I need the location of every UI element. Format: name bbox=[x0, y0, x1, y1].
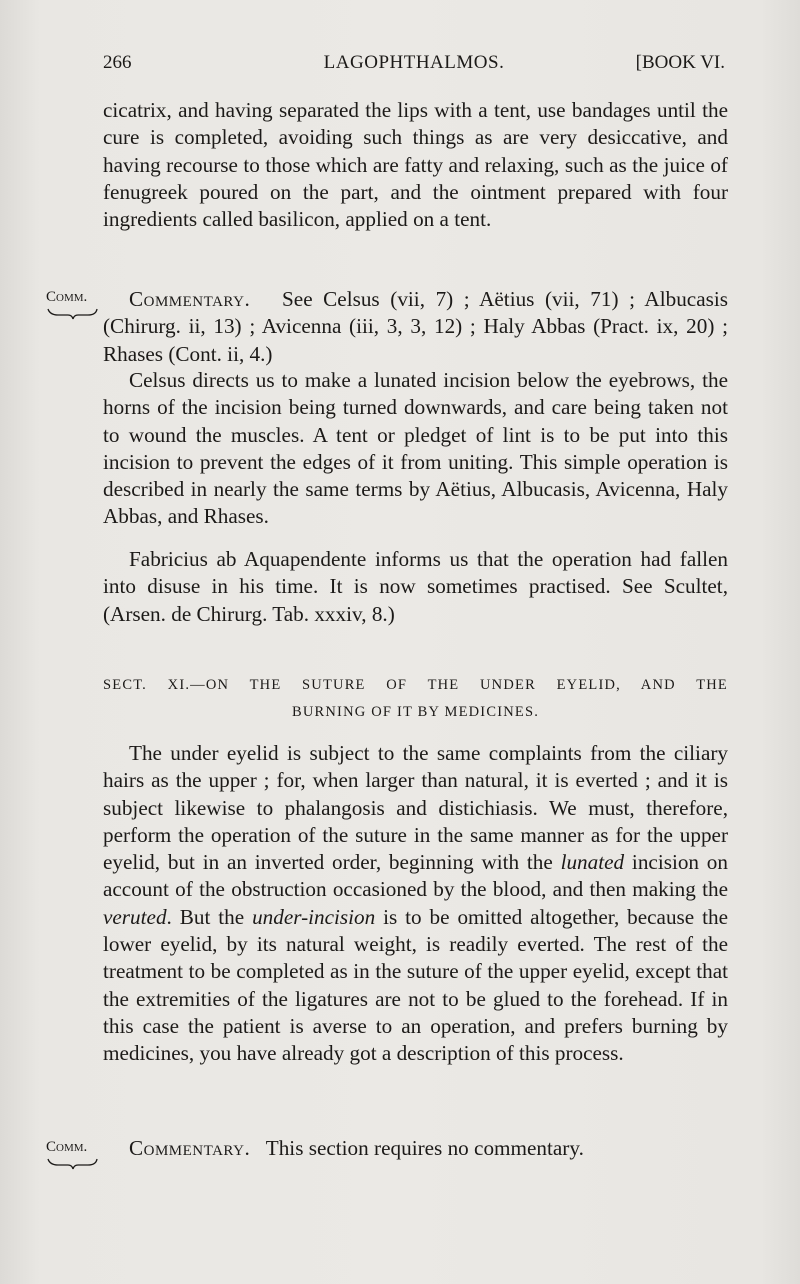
book-label: [BOOK VI. bbox=[635, 52, 725, 73]
section-title bbox=[103, 672, 728, 726]
paragraph-block-2 bbox=[103, 367, 728, 531]
term-lunated: lunated bbox=[560, 850, 625, 875]
paragraph-4-part-3: . But the bbox=[166, 904, 253, 929]
page-number: 266 bbox=[103, 52, 132, 73]
section-title-line-1: SECT. XI.—ON THE SUTURE OF THE UNDER EYELID, AND THE bbox=[103, 677, 728, 693]
brace-icon bbox=[46, 1156, 98, 1170]
paragraph-4-part-1: The under eyelid is subject to the same complaints from the ciliary hairs as the upper ; for, when larger than natural, it is everted ; and it is subject likewise to phalangosis and distichiasis. We must, therefore, perform the operation of the suture in the same manner as for the upper eyelid, but in an inverted order, beginning with the bbox=[103, 741, 728, 875]
running-title: LAGOPHTHALMOS. bbox=[323, 52, 505, 73]
commentary-1-text: See Celsus (vii, 7) ; Aëtius (vii, 71) ; Albucasis (Chirurg. ii, 13) ; Avicenna (iii, 3, 3, 12) ; Haly Abbas (Pract. ix, 20) ; Rhases (Cont. ii, 4.) bbox=[103, 287, 728, 366]
commentary-2-paragraph bbox=[103, 1135, 728, 1162]
paragraph-block-3 bbox=[103, 546, 728, 628]
commentary-1-paragraph bbox=[103, 286, 728, 368]
page-header bbox=[103, 52, 725, 80]
section-title-line-2: BURNING OF IT BY MEDICINES. bbox=[291, 704, 540, 720]
margin-note-comm-2: Comm. bbox=[46, 1139, 88, 1155]
commentary-1-label: Commentary. bbox=[129, 287, 251, 311]
paragraph-4 bbox=[103, 740, 728, 1068]
brace-icon bbox=[46, 306, 98, 320]
paragraph-3: Fabricius ab Aquapendente informs us that the operation had fallen into disuse in his time. It is now sometimes practised. See Scultet, (Arsen. de Chirurg. Tab. xxxiv, 8.) bbox=[103, 547, 728, 626]
commentary-2 bbox=[103, 1135, 728, 1162]
margin-note-comm-1: Comm. bbox=[46, 289, 88, 305]
term-veruted: veruted bbox=[103, 904, 167, 929]
paragraph-block-4 bbox=[103, 740, 728, 1068]
commentary-2-text: This section requires no commentary. bbox=[265, 1136, 584, 1160]
commentary-1 bbox=[103, 286, 728, 368]
term-under-incision: under-incision bbox=[252, 904, 376, 929]
commentary-2-label: Commentary. bbox=[129, 1136, 251, 1160]
paragraph-continuation bbox=[103, 97, 728, 233]
paragraph-4-part-2: incision on account of the obstruction occasioned by the blood, and then making the bbox=[103, 850, 728, 902]
paragraph-2: Celsus directs us to make a lunated incision below the eyebrows, the horns of the incision being turned downwards, and care being taken not to wound the muscles. A tent or pledget of lint is to be put into this incision to prevent the edges of it from uniting. This simple operation is described in nearly the same terms by Aëtius, Albucasis, Avicenna, Haly Abbas, and Rhases. bbox=[103, 368, 728, 529]
paragraph-1: cicatrix, and having separated the lips with a tent, use bandages until the cure is completed, avoiding such things as are very desiccative, and having recourse to those which are fatty and relaxing, such as the juice of fenugreek poured on the part, and the ointment prepared with four ingredients called basilicon, applied on a tent. bbox=[103, 98, 728, 232]
paragraph-4-part-4: is to be omitted altogether, because the lower eyelid, by its natural weight, is readily everted. The rest of the treatment to be completed as in the suture of the upper eyelid, except that the extremities of the ligatures are not to be glued to the forehead. If in this case the patient is averse to an operation, and prefers burning by medicines, you have already got a description of this process. bbox=[103, 904, 728, 1066]
